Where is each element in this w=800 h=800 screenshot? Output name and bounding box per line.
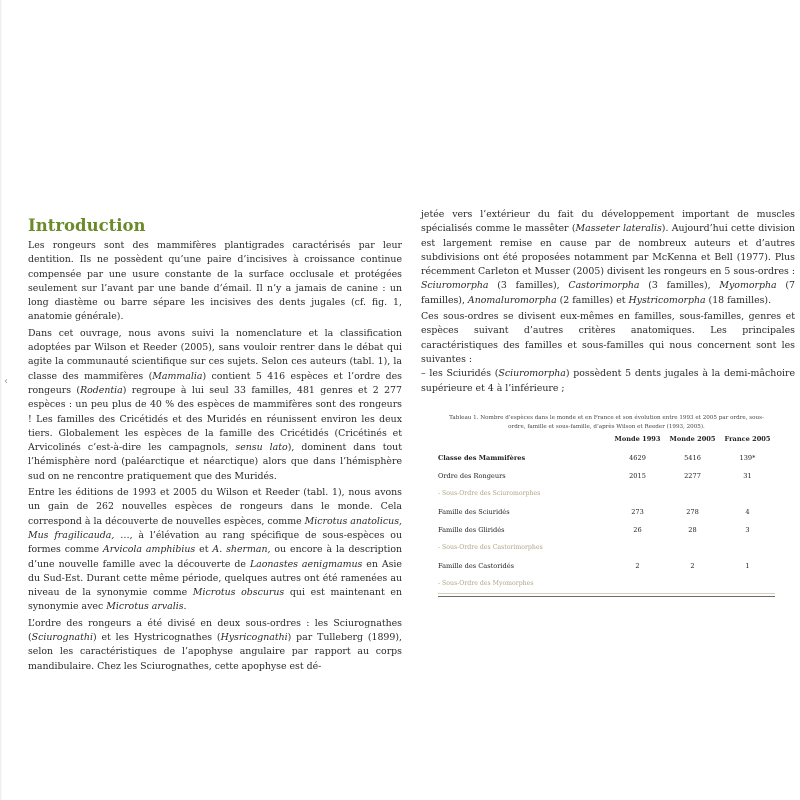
cell-france-2005: 139* bbox=[739, 453, 756, 462]
table-row bbox=[438, 575, 775, 593]
cell-monde-2005: 2277 bbox=[684, 471, 701, 480]
table-row bbox=[438, 485, 775, 503]
table-row bbox=[438, 557, 775, 575]
table-row bbox=[438, 521, 775, 539]
row-label: Famille des Gliridés bbox=[438, 525, 505, 534]
row-label: Famille des Castoridés bbox=[438, 561, 514, 570]
header-monde-1993: Monde 1993 bbox=[614, 435, 661, 444]
right-text-column bbox=[421, 208, 795, 398]
page-edge-shadow bbox=[0, 0, 2, 800]
cell-monde-2005: 5416 bbox=[684, 453, 701, 462]
header-label bbox=[438, 435, 610, 449]
cell-monde-2005: 2 bbox=[690, 561, 695, 570]
cell-monde-1993 bbox=[610, 575, 665, 593]
cell-france-2005: 3 bbox=[745, 525, 750, 534]
header-monde-2005: Monde 2005 bbox=[669, 435, 716, 444]
paragraph-dentition: Les rongeurs sont des mammifères plantigrades caractérisés par leur dentition. Ils ne possèdent qu’une paire d’incisives à croissance continue compensée par une usure constante de la surface occlusale et protégées seulement sur l’avant par une bande d’émail. Il n’y a jamais de canine : un long diastème ou barre sépare les incisives des dents jugales (cf. fig. 1, anatomie générale). bbox=[28, 240, 402, 323]
row-label: Famille des Sciuridés bbox=[438, 507, 510, 516]
cell-monde-1993: 2015 bbox=[629, 471, 646, 480]
species-table bbox=[438, 435, 775, 593]
cell-monde-2005 bbox=[665, 575, 720, 593]
cell-france-2005 bbox=[720, 575, 775, 593]
cell-monde-1993 bbox=[610, 539, 665, 557]
table-row bbox=[438, 503, 775, 521]
cell-monde-2005 bbox=[665, 539, 720, 557]
species-table-block bbox=[438, 414, 775, 597]
cell-france-2005 bbox=[720, 485, 775, 503]
cell-monde-1993: 4629 bbox=[629, 453, 646, 462]
previous-page-arrow-icon[interactable]: ‹ bbox=[4, 376, 8, 387]
paragraph-masseter: jetée vers l’extérieur du fait du développement important de muscles spécialisés comme le massêter (Masseter lateralis). Aujourd’hui cette division est largement remise en cause par de nombreux auteurs et d’autres subdivisions ont été proposées notamment par McKenna et Bell (1977). Plus récemment Carleton et Musser (2005) divisent les rongeurs en 5 sous-ordres : Sciuromorpha (3 familles), Castorimorpha (3 familles), Myomorpha (7 familles), Anomaluromorpha (2 familles) et Hystricomorpha (18 familles). bbox=[421, 209, 795, 306]
table-caption: Tableau 1. Nombre d’espèces dans le monde et en France et son évolution entre 1993 et 2005 par ordre, sous-ordre, famille et sous-famille, d’après Wilson et Reeder (1993, 2005). bbox=[449, 415, 764, 430]
table-row bbox=[438, 449, 775, 467]
cell-monde-2005: 28 bbox=[688, 525, 697, 534]
paragraph-suborders: L’ordre des rongeurs a été divisé en deux sous-ordres : les Sciurognathes (Sciurognathi) et les Hystricognathes (Hysricognathi) par Tulleberg (1899), selon les caractéristiques de l’apophyse angulaire par rapport au corps mandibulaire. Chez les Sciurognathes, cette apophyse est dé- bbox=[28, 617, 402, 672]
section-title: Introduction bbox=[28, 216, 146, 235]
cell-monde-1993: 273 bbox=[631, 507, 644, 516]
table-divider-light bbox=[438, 593, 775, 594]
paragraph-sciurides: – les Sciuridés (Sciuromorpha) possèdent 5 dents jugales à la demi-mâchoire supérieure et 4 à l’inférieure ; bbox=[421, 368, 795, 394]
table-header-row bbox=[438, 435, 775, 449]
cell-monde-2005 bbox=[665, 485, 720, 503]
paragraph-criteria: Ces sous-ordres se divisent eux-mêmes en familles, sous-familles, genres et espèces suivant d’autres critères anatomiques. Les principales caractéristiques des familles et sous-familles qui nous concernent sont les suivantes : bbox=[421, 311, 795, 365]
cell-monde-1993: 2 bbox=[635, 561, 640, 570]
cell-france-2005 bbox=[720, 539, 775, 557]
table-bottom-rule bbox=[438, 596, 775, 597]
row-label: - Sous-Ordre des Myomorphes bbox=[438, 580, 534, 588]
cell-monde-1993: 26 bbox=[633, 525, 642, 534]
left-text-column bbox=[28, 216, 402, 676]
cell-france-2005: 4 bbox=[745, 507, 750, 516]
paragraph-classification: Dans cet ouvrage, nous avons suivi la nomenclature et la classification adoptées par Wilson et Reeder (2005), sans vouloir rentrer dans le débat qui agite la communauté scientifique sur ces sujets. Selon ces auteurs (tabl. 1), la classe des mammifères (Mammalia) contient 5 416 espèces et l’ordre des rongeurs (Rodentia) regroupe à lui seul 33 familles, 481 genres et 2 277 espèces : un peu plus de 40 % des espèces de mammifères sont des rongeurs ! Les familles des Cricétidés et des Muridés en réunissent environ les deux tiers. Globalement les espèces de la famille des Cricétidés (Cricétinés et Arvicolinés c’est-à-dire les campagnols, sensu lato), dominent dans tout l’hémisphère nord (paléarctique et néarctique) alors que dans l’hémisphère sud on ne rencontre pratiquement que des Muridés. bbox=[28, 327, 402, 482]
paragraph-new-species: Entre les éditions de 1993 et 2005 du Wilson et Reeder (tabl. 1), nous avons un gain de 262 nouvelles espèces de rongeurs dans le monde. Cela correspond à la découverte de nouvelles espèces, comme Microtus anatolicus, Mus fragilicauda, …, à l’élévation au rang spécifique de sous-espèces ou formes comme Arvicola amphibius et A. sherman, ou encore à la description d’une nouvelle famille avec la découverte de Laonastes aenigmamus en Asie du Sud-Est. Durant cette même période, quelques autres ont été ramenées au niveau de la synonymie comme Microtus obscurus qui est maintenant en synonymie avec Microtus arvalis. bbox=[28, 487, 403, 613]
cell-monde-2005: 278 bbox=[686, 507, 699, 516]
row-label: Classe des Mammifères bbox=[438, 453, 526, 462]
cell-france-2005: 1 bbox=[745, 561, 750, 570]
cell-monde-1993 bbox=[610, 485, 665, 503]
table-row bbox=[438, 467, 775, 485]
row-label: Ordre des Rongeurs bbox=[438, 471, 506, 480]
row-label: - Sous-Ordre des Sciuromorphes bbox=[438, 490, 541, 498]
table-row bbox=[438, 539, 775, 557]
cell-france-2005: 31 bbox=[743, 471, 752, 480]
row-label: - Sous-Ordre des Castorimorphes bbox=[438, 544, 543, 552]
header-france-2005: France 2005 bbox=[724, 435, 771, 444]
